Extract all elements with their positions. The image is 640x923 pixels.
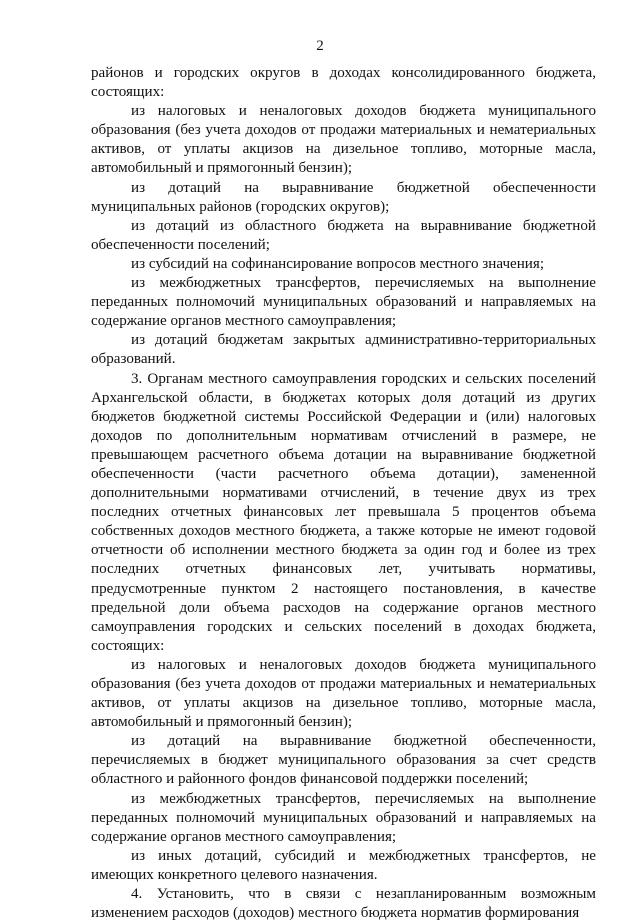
paragraph-equalization-grants-settlements: из дотаций на выравнивание бюджетной обеспеченности, перечисляемых в бюджет муниципального образования за счет средств областного и районного фондов финансовой поддержки поселений;	[91, 733, 596, 788]
paragraph-continuation: районов и городских округов в доходах консолидированного бюджета, состоящих:	[91, 65, 596, 101]
paragraph-equalization-grants-districts: из дотаций на выравнивание бюджетной обеспеченности муниципальных районов (городских округов);	[91, 179, 596, 215]
paragraph-interbudget-transfers: из межбюджетных трансфертов, перечисляемых на выполнение переданных полномочий муниципальных образований и направляемых на содержание органов местного самоуправления;	[91, 275, 596, 330]
paragraph-tax-revenues-2: из налоговых и неналоговых доходов бюджета муниципального образования (без учета доходов от продажи материальных и нематериальных активов, от уплаты акцизов на дизельное топливо, моторные масла, автомобильный и прямогонный бензин);	[91, 656, 596, 731]
paragraph-tax-revenues: из налоговых и неналоговых доходов бюджета муниципального образования (без учета доходов от продажи материальных и нематериальных активов, от уплаты акцизов на дизельное топливо, моторные масла, автомобильный и прямогонный бензин);	[91, 103, 596, 177]
paragraph-closed-territories-grants: из дотаций бюджетам закрытых административно-территориальных образований.	[91, 332, 596, 368]
paragraph-regional-grants-settlements: из дотаций из областного бюджета на выравнивание бюджетной обеспеченности поселений;	[91, 217, 596, 253]
document-body	[91, 64, 596, 923]
paragraph-clause-4: 4. Установить, что в связи с незапланированным возможным изменением расходов (доходов) местного бюджета норматив формирования	[91, 886, 596, 922]
paragraph-clause-3: 3. Органам местного самоуправления городских и сельских поселений Архангельской области, в бюджетах которых доля дотаций из других бюджетов бюджетной системы Российской Федерации и (или) налоговых доходов по дополнительным нормативам отчислений в размере, не превышающем расчетного объема дотации на выравнивание бюджетной обеспеченности (части расчетного объема дотации), замененной дополнительными нормативами отчислений, в течение двух из трех последних отчетных финансовых лет превышала 5 процентов объема собственных доходов местного бюджета, а также которые не имеют годовой отчетности об исполнении местного бюджета за один год и более из трех последних отчетных финансовых лет, учитывать нормативы, предусмотренные пунктом 2 настоящего постановления, в качестве предельной доли объема расходов на содержание органов местного самоуправления городских и сельских поселений в доходах бюджета, состоящих:	[91, 370, 596, 654]
paragraph-other-grants: из иных дотаций, субсидий и межбюджетных трансфертов, не имеющих конкретного целевого назначения.	[91, 847, 596, 883]
page-number: 2	[316, 38, 324, 54]
paragraph-cofinancing-subsidies: из субсидий на софинансирование вопросов местного значения;	[131, 255, 545, 272]
paragraph-interbudget-transfers-2: из межбюджетных трансфертов, перечисляемых на выполнение переданных полномочий муниципальных образований и направляемых на содержание органов местного самоуправления;	[91, 790, 596, 845]
